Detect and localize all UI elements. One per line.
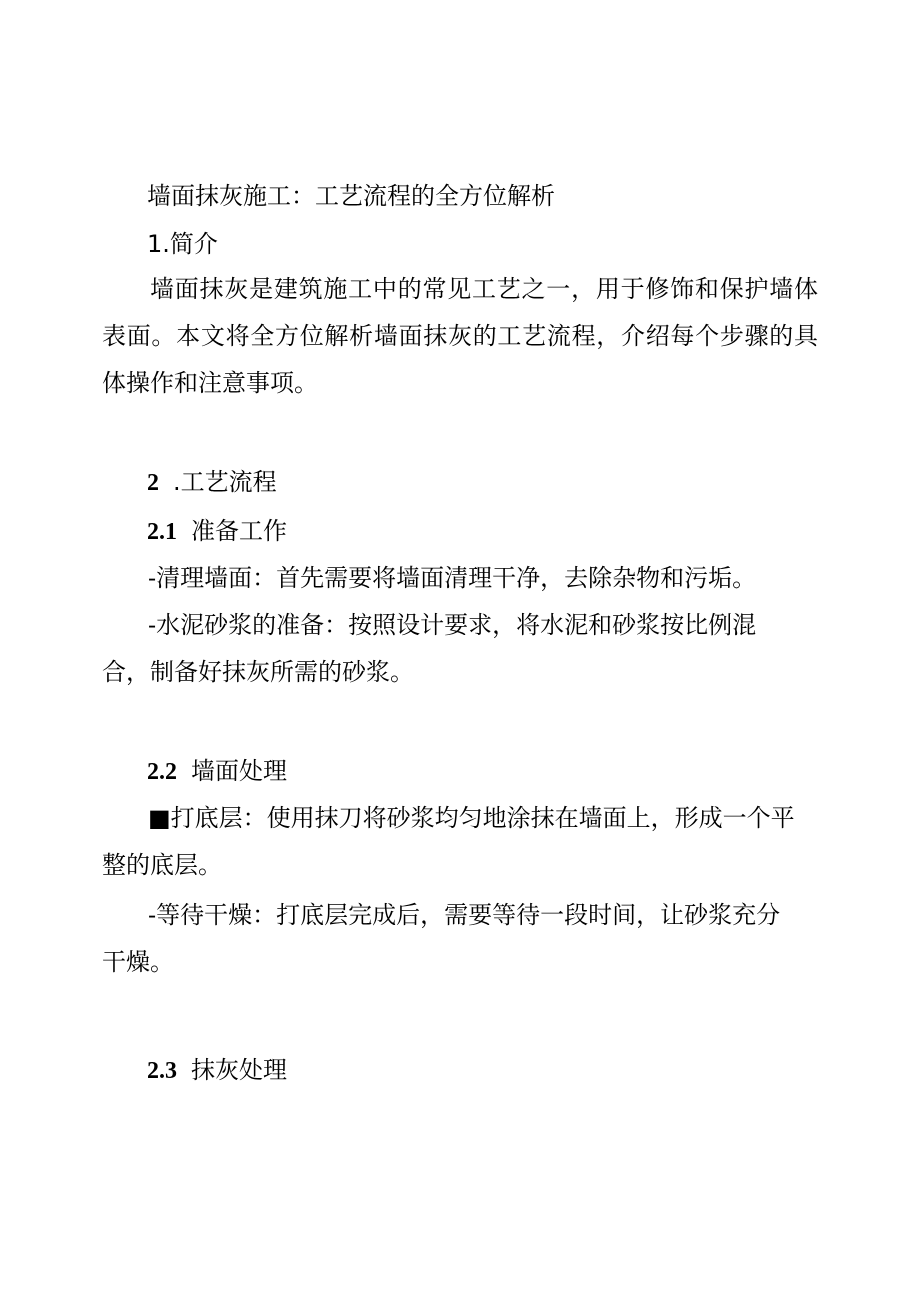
section-heading-process: [147, 467, 277, 498]
subsection-number: 2.2: [147, 759, 177, 785]
list-item: ■打底层：使用抹刀将砂浆均匀地涂抹在墙面上，形成一个平整的底层。: [102, 804, 795, 879]
subsection-number: 2.3: [147, 1058, 177, 1084]
subsection-heading-plastering: [147, 1055, 287, 1086]
section-heading-intro: 1.简介: [147, 230, 218, 258]
section-heading-text: .工艺流程: [173, 468, 277, 496]
subsection-heading-preparation: [147, 516, 287, 547]
list-item: -清理墙面：首先需要将墙面清理干净，去除杂物和污垢。: [148, 564, 757, 592]
subsection-heading-wall-treatment: [147, 756, 287, 787]
subsection-number: 2.1: [147, 519, 177, 545]
subsection-title: 墙面处理: [191, 757, 287, 785]
list-item: -等待干燥：打底层完成后，需要等待一段时间，让砂浆充分干燥。: [102, 901, 781, 976]
subsection-title: 准备工作: [191, 517, 287, 545]
list-item: -水泥砂浆的准备：按照设计要求，将水泥和砂浆按比例混合，制备好抹灰所需的砂浆。: [102, 611, 757, 686]
document-title: 墙面抹灰施工：工艺流程的全方位解析: [147, 182, 555, 210]
subsection-title: 抹灰处理: [191, 1056, 287, 1084]
section-number: 2: [147, 470, 159, 496]
intro-paragraph: 墙面抹灰是建筑施工中的常见工艺之一，用于修饰和保护墙体表面。本文将全方位解析墙面抹灰的工艺流程，介绍每个步骤的具体操作和注意事项。: [102, 275, 818, 397]
